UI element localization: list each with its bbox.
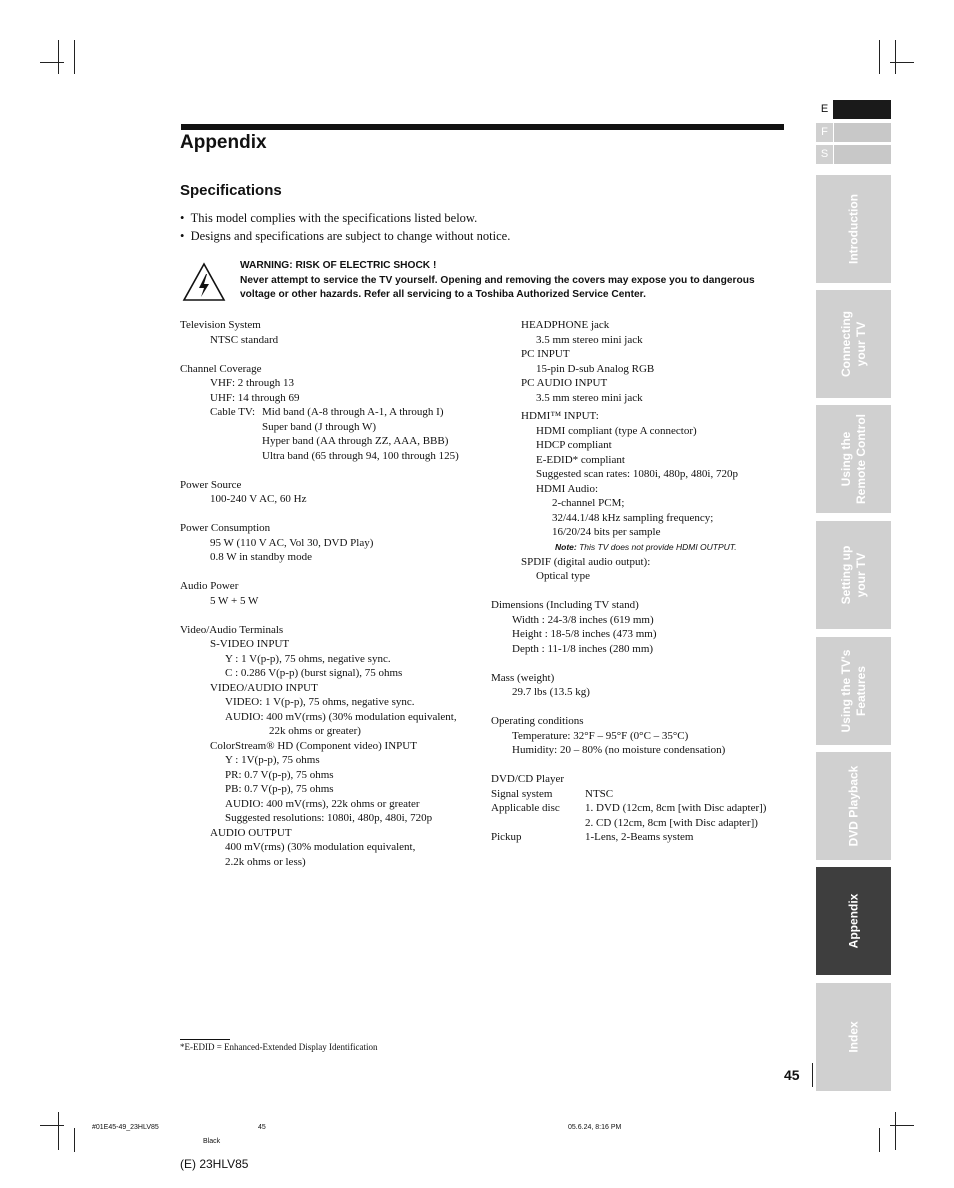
spec-value: PR: 0.7 V(p-p), 75 ohms <box>225 768 334 781</box>
tab-using-the-remote-control[interactable]: Using the Remote Control <box>816 405 891 513</box>
spec-value: HDCP compliant <box>536 439 612 451</box>
note-text: This TV does not provide HDMI OUTPUT. <box>579 541 737 552</box>
spec-value: NTSC <box>585 787 614 800</box>
spec-value: AUDIO: 400 mV(rms) (30% modulation equivalent, <box>225 710 457 723</box>
spec-value: 32/44.1/48 kHz sampling frequency; <box>552 511 714 524</box>
spec-value: VHF: 2 through 13 <box>210 377 295 389</box>
spec-value: 22k ohms or greater) <box>269 725 361 737</box>
spec-value: 0.8 W in standby mode <box>210 551 312 563</box>
lang-letter: S <box>816 145 833 164</box>
spec-label: Power Consumption <box>180 522 271 534</box>
tab-setting-up-your-tv[interactable]: Setting up your TV <box>816 521 891 629</box>
spec-value: HDMI compliant (type A connector) <box>536 424 697 437</box>
section-title: Specifications <box>180 182 282 199</box>
spec-label: Television System <box>180 319 261 331</box>
lang-letter: E <box>816 100 833 119</box>
spec-sublabel: HEADPHONE jack <box>521 319 610 331</box>
bullet-item: • This model complies with the specifications listed below. <box>180 211 478 225</box>
spec-value: 400 mV(rms) (30% modulation equivalent, <box>225 841 416 853</box>
spec-value: Temperature: 32°F – 95°F (0°C – 35°C) <box>512 729 689 742</box>
tab-index[interactable]: Index <box>816 983 891 1091</box>
spec-value: Height : 18-5/8 inches (473 mm) <box>512 628 657 640</box>
spec-value: Y : 1V(p-p), 75 ohms <box>225 754 320 766</box>
spec-sublabel: PC INPUT <box>521 348 570 360</box>
tab-introduction[interactable]: Introduction <box>816 175 891 283</box>
note-label: Note: <box>555 541 577 552</box>
spec-label: Dimensions (Including TV stand) <box>491 599 639 611</box>
spec-label: Channel Coverage <box>180 362 262 375</box>
spec-value: 5 W + 5 W <box>210 594 259 607</box>
spec-value: Suggested scan rates: 1080i, 480p, 480i, 720p <box>536 468 738 480</box>
spec-value: 100-240 V AC, 60 Hz <box>210 493 307 505</box>
spec-label: Video/Audio Terminals <box>180 623 284 636</box>
spec-right-column <box>491 318 767 845</box>
spec-sublabel: HDMI™ INPUT: <box>521 410 599 422</box>
spec-value: E-EDID* compliant <box>536 453 625 466</box>
spec-label: DVD/CD Player <box>491 773 565 785</box>
electric-shock-warning-icon <box>182 262 226 302</box>
spec-value: Super band (J through W) <box>262 420 377 433</box>
warning-text: Never attempt to service the TV yourself. Opening and removing the covers may expose you to dangerous voltage or other hazards. Refer all servicing to a Toshiba Authorized Service Center. <box>240 274 755 300</box>
spec-value: 1. DVD (12cm, 8cm [with Disc adapter]) <box>585 802 767 814</box>
spec-sublabel: HDMI Audio: <box>536 482 599 495</box>
spec-sublabel: Pickup <box>491 831 522 843</box>
spec-label: Audio Power <box>180 580 239 592</box>
print-color: Black <box>203 1138 221 1145</box>
spec-value: 2. CD (12cm, 8cm [with Disc adapter]) <box>585 816 758 829</box>
spec-value: Ultra band (65 through 94, 100 through 125) <box>262 449 459 462</box>
lang-french[interactable] <box>816 123 891 142</box>
spec-value: 1-Lens, 2-Beams system <box>585 831 694 843</box>
spec-label: Operating conditions <box>491 715 584 727</box>
spec-label: Power Source <box>180 478 242 491</box>
spec-value: AUDIO: 400 mV(rms), 22k ohms or greater <box>225 797 420 810</box>
spec-sublabel: SPDIF (digital audio output): <box>521 555 651 568</box>
page-title: Appendix <box>180 132 267 153</box>
page-number: 45 <box>784 1067 800 1083</box>
spec-value: Optical type <box>536 570 591 582</box>
tab-appendix[interactable]: Appendix <box>816 867 891 975</box>
spec-value: 2.2k ohms or less) <box>225 855 306 868</box>
lang-spanish[interactable] <box>816 145 891 164</box>
spec-value: PB: 0.7 V(p-p), 75 ohms <box>225 783 334 795</box>
spec-value: 15-pin D-sub Analog RGB <box>536 362 655 375</box>
spec-left-column <box>180 318 459 869</box>
intro-bullets <box>180 209 510 245</box>
spec-value: C : 0.286 V(p-p) (burst signal), 75 ohms <box>225 667 403 679</box>
warning-heading: WARNING: RISK OF ELECTRIC SHOCK ! <box>240 260 437 271</box>
spec-value: 3.5 mm stereo mini jack <box>536 391 643 404</box>
print-date: 05.6.24, 8:16 PM <box>568 1124 622 1131</box>
lang-english[interactable] <box>816 100 891 119</box>
spec-sublabel: Applicable disc <box>491 802 560 814</box>
spec-value: Depth : 11-1/8 inches (280 mm) <box>512 642 654 655</box>
footnote-rule <box>180 1039 230 1040</box>
spec-value: Mid band (A-8 through A-1, A through I) <box>262 406 444 418</box>
spec-value: 95 W (110 V AC, Vol 30, DVD Play) <box>210 536 374 549</box>
spec-sublabel: AUDIO OUTPUT <box>210 826 292 839</box>
spec-value: Humidity: 20 – 80% (no moisture condensation) <box>512 744 726 756</box>
lang-letter: F <box>816 123 833 142</box>
spec-value: NTSC standard <box>210 333 279 346</box>
spec-value: Hyper band (AA through ZZ, AAA, BBB) <box>262 435 449 447</box>
spec-value: 29.7 lbs (13.5 kg) <box>512 686 590 698</box>
print-file: #01E45-49_23HLV85 <box>92 1124 159 1131</box>
print-page: 45 <box>258 1124 266 1131</box>
spec-value: Y : 1 V(p-p), 75 ohms, negative sync. <box>225 652 391 665</box>
spec-sublabel: ColorStream® HD (Component video) INPUT <box>210 739 417 752</box>
spec-value: 16/20/24 bits per sample <box>552 526 661 538</box>
warning-box <box>240 259 780 303</box>
footnote: *E-EDID = Enhanced-Extended Display Identification <box>180 1042 378 1052</box>
tab-using-the-tvs-features[interactable]: Using the TV's Features <box>816 637 891 745</box>
spec-value: Width : 24-3/8 inches (619 mm) <box>512 613 654 626</box>
hdmi-note <box>491 540 758 555</box>
spec-value: 2-channel PCM; <box>552 497 625 509</box>
spec-value: Suggested resolutions: 1080i, 480p, 480i, 720p <box>225 812 433 824</box>
spec-sublabel: S-VIDEO INPUT <box>210 638 290 650</box>
spec-value: 3.5 mm stereo mini jack <box>536 333 643 346</box>
bullet-item: • Designs and specifications are subject to change without notice. <box>180 229 511 243</box>
spec-sublabel: VIDEO/AUDIO INPUT <box>210 681 318 694</box>
spec-sublabel: PC AUDIO INPUT <box>521 377 608 389</box>
model-code: (E) 23HLV85 <box>180 1157 249 1171</box>
spec-value: VIDEO: 1 V(p-p), 75 ohms, negative sync. <box>225 696 415 708</box>
tab-connecting-your-tv[interactable]: Connecting your TV <box>816 290 891 398</box>
spec-sublabel: Signal system <box>491 787 553 800</box>
spec-value: UHF: 14 through 69 <box>210 391 300 404</box>
spec-label: Mass (weight) <box>491 671 555 684</box>
tab-dvd-playback[interactable]: DVD Playback <box>816 752 891 860</box>
title-rule <box>181 124 784 130</box>
spec-sublabel: Cable TV: <box>210 406 256 418</box>
